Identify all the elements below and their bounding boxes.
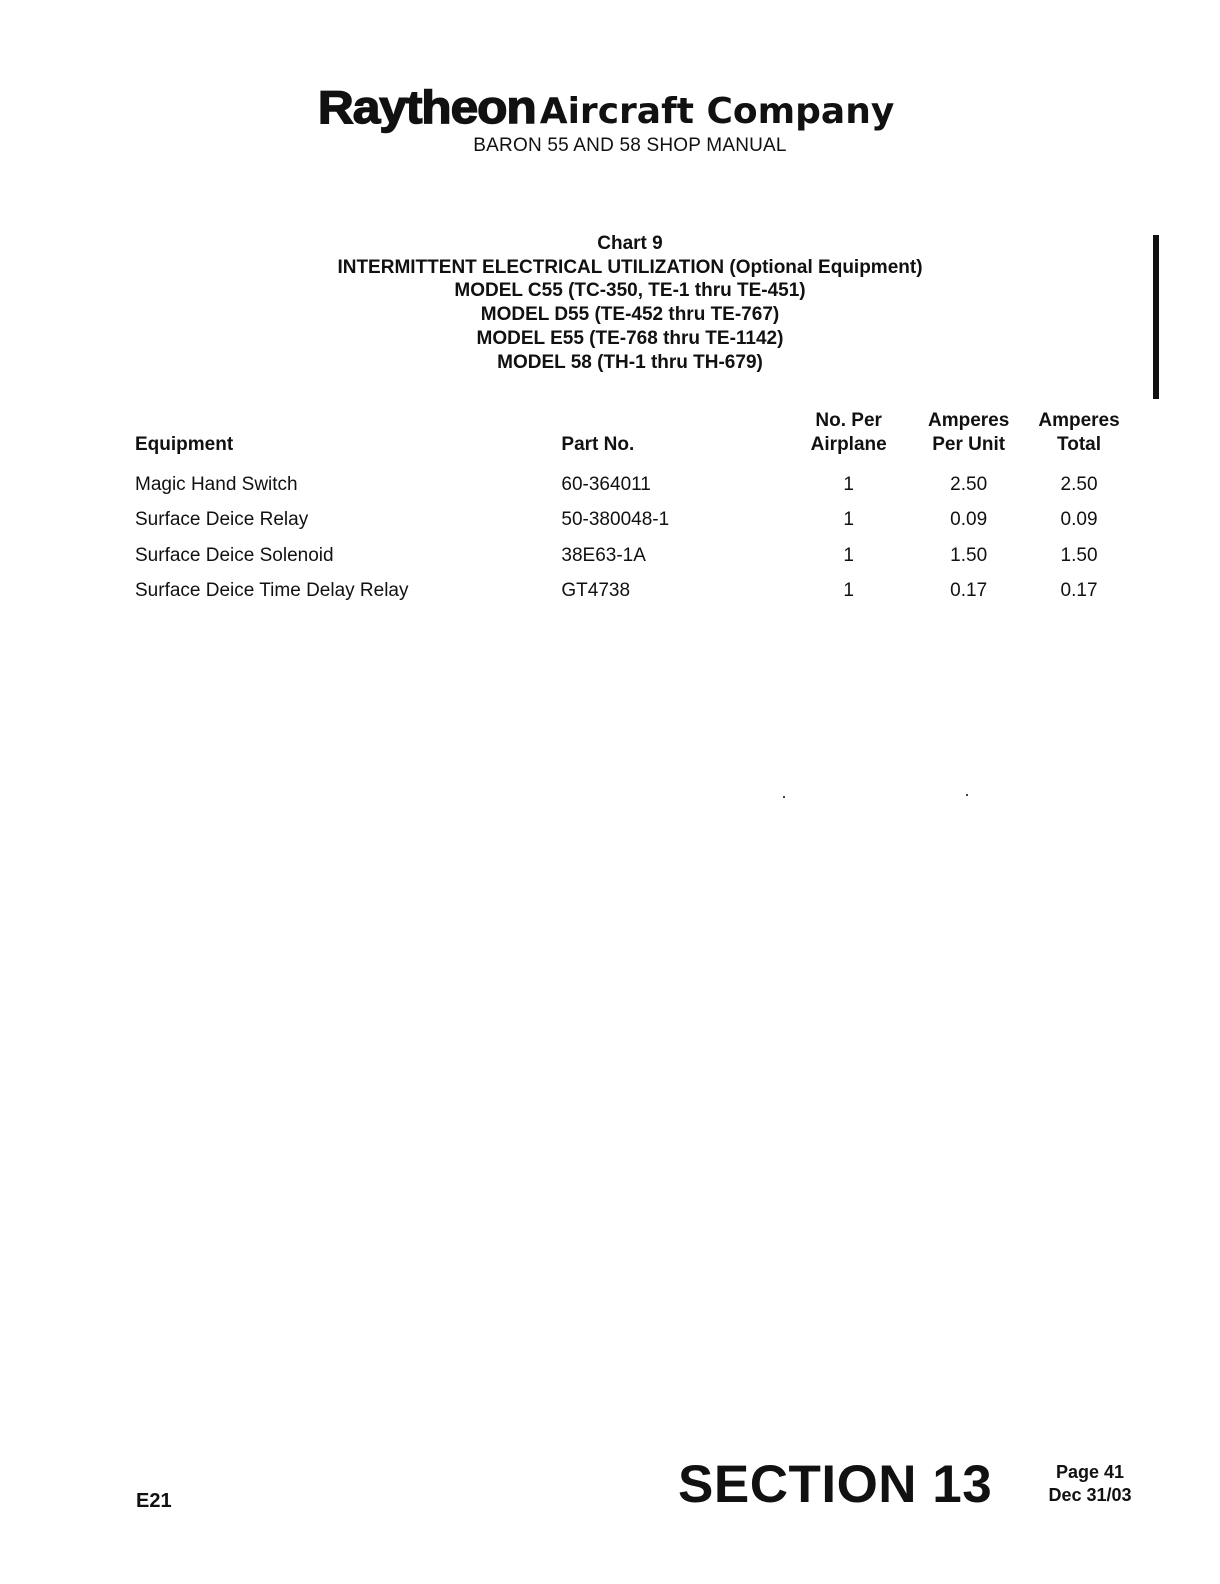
revision-change-bar [1153,235,1159,399]
cell-amperes-total: 0.17 [1060,580,1098,602]
cell-amperes-per-unit: 1.50 [950,544,988,566]
cell-part-no: 60-364011 [561,473,651,495]
cell-no-per-airplane: 1 [843,473,854,495]
logo-brand-text: Raytheon [317,81,536,133]
logo-company-text: Aircraft Company [539,91,895,132]
table-row [135,574,1135,610]
electrical-utilization-table [135,409,1135,609]
header-equipment: Equipment [135,434,234,455]
section-title: SECTION 13 [678,1455,993,1514]
cell-part-no: 38E63-1A [561,544,646,566]
cell-no-per-airplane: 1 [843,544,854,566]
table-row [135,538,1135,574]
revision-date: Dec 31/03 [1048,1485,1132,1505]
page-info [1030,1461,1150,1507]
cell-equipment: Surface Deice Relay [135,509,309,531]
header-amperes-total: Amperes Total [1038,410,1120,455]
cell-amperes-per-unit: 2.50 [950,473,988,495]
cell-amperes-per-unit: 0.17 [950,580,988,602]
scan-speck [783,796,785,798]
cell-no-per-airplane: 1 [843,580,854,602]
table-header-row [135,409,1135,467]
manual-title: BARON 55 AND 58 SHOP MANUAL [473,135,787,156]
cell-amperes-total: 0.09 [1060,509,1098,531]
cell-amperes-total: 2.50 [1060,473,1098,495]
cell-equipment: Surface Deice Solenoid [135,544,334,566]
chart-model-line: MODEL C55 (TC-350, TE-1 thru TE-451) [454,280,806,302]
table-row [135,467,1135,503]
header-part-no: Part No. [561,434,635,455]
header-amperes-per-unit: Amperes Per Unit [927,410,1010,455]
cell-part-no: 50-380048-1 [561,509,670,531]
page-number: Page 41 [1055,1462,1125,1482]
cell-amperes-per-unit: 0.09 [950,509,988,531]
chart-number: Chart 9 [597,233,663,254]
chart-heading [0,232,1220,374]
cell-equipment: Magic Hand Switch [135,473,298,495]
company-logo [0,80,1220,134]
chart-model-line: MODEL 58 (TH-1 thru TH-679) [497,351,763,373]
header-no-per-airplane: No. Per Airplane [810,410,887,455]
cell-equipment: Surface Deice Time Delay Relay [135,580,409,602]
cell-no-per-airplane: 1 [843,509,854,531]
chart-model-line: MODEL D55 (TE-452 thru TE-767) [480,304,780,326]
page-code: E21 [136,1490,172,1512]
chart-model-line: MODEL E55 (TE-768 thru TE-1142) [476,327,784,349]
table-row [135,503,1135,539]
cell-part-no: GT4738 [561,580,631,602]
cell-amperes-total: 1.50 [1060,544,1098,566]
chart-title: INTERMITTENT ELECTRICAL UTILIZATION (Optional Equipment) [337,256,923,278]
scan-speck [966,794,968,796]
